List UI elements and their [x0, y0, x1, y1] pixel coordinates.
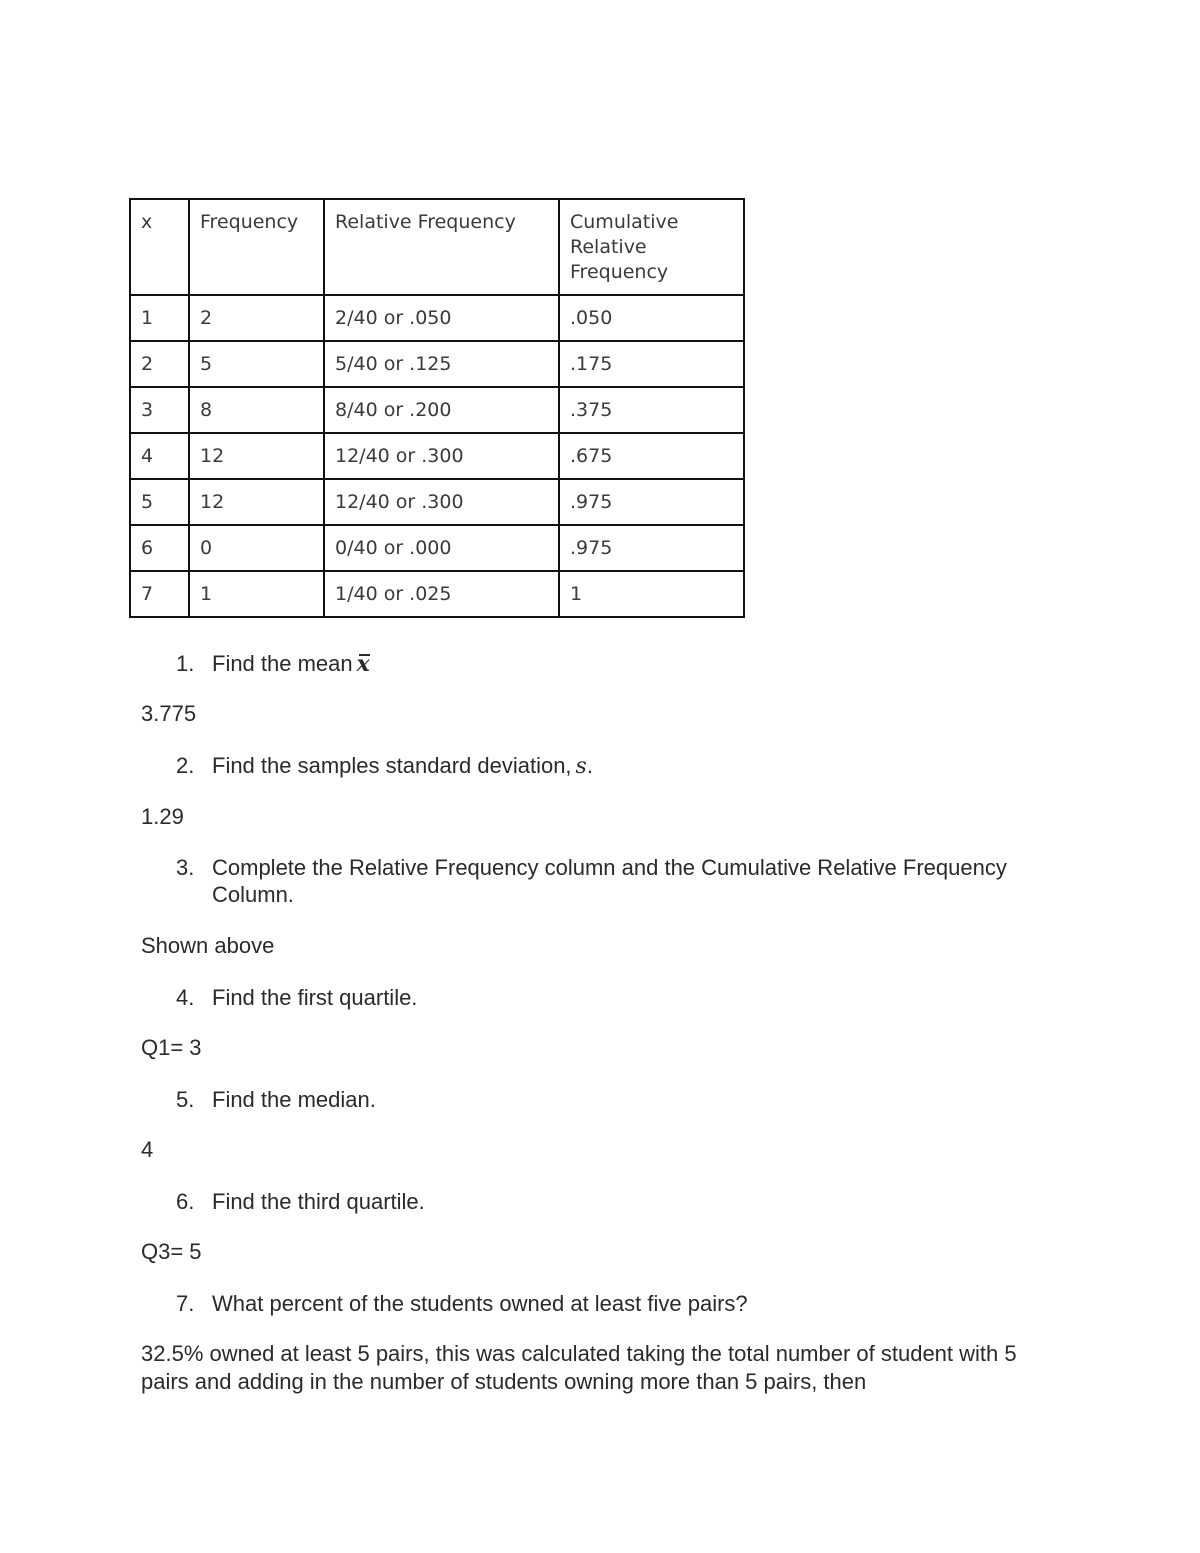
answer-5: 4 [141, 1137, 154, 1162]
question-4 [176, 984, 1076, 1011]
question-2 [176, 752, 1076, 780]
cell-x: 1 [130, 295, 189, 341]
question-text: Find the first quartile. [212, 985, 418, 1010]
table-row [130, 433, 744, 479]
question-text: Find the median. [212, 1087, 376, 1112]
cell-relative-frequency: 12/40 or .300 [324, 433, 559, 479]
header-x: x [130, 199, 189, 295]
cell-frequency: 8 [189, 387, 324, 433]
cell-frequency: 0 [189, 525, 324, 571]
question-number: 1. [176, 651, 195, 676]
cell-relative-frequency: 0/40 or .000 [324, 525, 559, 571]
cell-x: 7 [130, 571, 189, 617]
question-text: What percent of the students owned at least five pairs? [212, 1291, 748, 1316]
question-text: Complete the Relative Frequency column and the Cumulative Relative Frequency Column. [212, 855, 1007, 907]
header-relative-frequency: Relative Frequency [324, 199, 559, 295]
x-bar-symbol: x [356, 651, 370, 677]
cell-frequency: 2 [189, 295, 324, 341]
cell-x: 6 [130, 525, 189, 571]
cell-x: 3 [130, 387, 189, 433]
question-3 [176, 854, 1076, 908]
table-header-row [130, 199, 744, 295]
answer-1: 3.775 [141, 701, 197, 726]
table-row [130, 295, 744, 341]
cell-relative-frequency: 2/40 or .050 [324, 295, 559, 341]
header-frequency: Frequency [189, 199, 324, 295]
question-text: Find the third quartile. [212, 1189, 425, 1214]
cell-cumulative-relative-frequency: .375 [559, 387, 744, 433]
question-number: 2. [176, 753, 195, 778]
header-cumulative-relative-frequency: Cumulative Relative Frequency [559, 199, 744, 295]
cell-x: 5 [130, 479, 189, 525]
question-number: 5. [176, 1087, 195, 1112]
cell-cumulative-relative-frequency: .675 [559, 433, 744, 479]
cell-cumulative-relative-frequency: .975 [559, 525, 744, 571]
cell-cumulative-relative-frequency: .175 [559, 341, 744, 387]
table-row [130, 387, 744, 433]
question-1 [176, 650, 1076, 678]
cell-frequency: 12 [189, 479, 324, 525]
cell-frequency: 12 [189, 433, 324, 479]
question-number: 6. [176, 1189, 195, 1214]
question-6 [176, 1188, 1076, 1215]
answer-4: Q1= 3 [141, 1035, 202, 1060]
cell-x: 4 [130, 433, 189, 479]
cell-relative-frequency: 8/40 or .200 [324, 387, 559, 433]
cell-cumulative-relative-frequency: .975 [559, 479, 744, 525]
question-text: Find the samples standard deviation, [212, 753, 572, 778]
question-5 [176, 1086, 1076, 1113]
table-row [130, 525, 744, 571]
answer-2: 1.29 [141, 804, 184, 829]
cell-x: 2 [130, 341, 189, 387]
table-row [130, 341, 744, 387]
answer-3: Shown above [141, 933, 275, 958]
s-symbol: s [575, 754, 587, 779]
question-number: 3. [176, 855, 195, 880]
table-row [130, 479, 744, 525]
cell-relative-frequency: 5/40 or .125 [324, 341, 559, 387]
answer-6: Q3= 5 [141, 1239, 202, 1264]
cell-cumulative-relative-frequency: 1 [559, 571, 744, 617]
cell-relative-frequency: 1/40 or .025 [324, 571, 559, 617]
cell-relative-frequency: 12/40 or .300 [324, 479, 559, 525]
cell-frequency: 1 [189, 571, 324, 617]
question-suffix: . [586, 753, 593, 778]
cell-cumulative-relative-frequency: .050 [559, 295, 744, 341]
cell-frequency: 5 [189, 341, 324, 387]
question-number: 7. [176, 1291, 195, 1316]
question-7 [176, 1290, 1076, 1317]
frequency-table [129, 198, 745, 618]
question-number: 4. [176, 985, 195, 1010]
table-row [130, 571, 744, 617]
answer-7: 32.5% owned at least 5 pairs, this was calculated taking the total number of student with 5 pairs and adding in the number of students owning more than 5 pairs, then [141, 1341, 1017, 1394]
question-text: Find the mean [212, 651, 353, 676]
